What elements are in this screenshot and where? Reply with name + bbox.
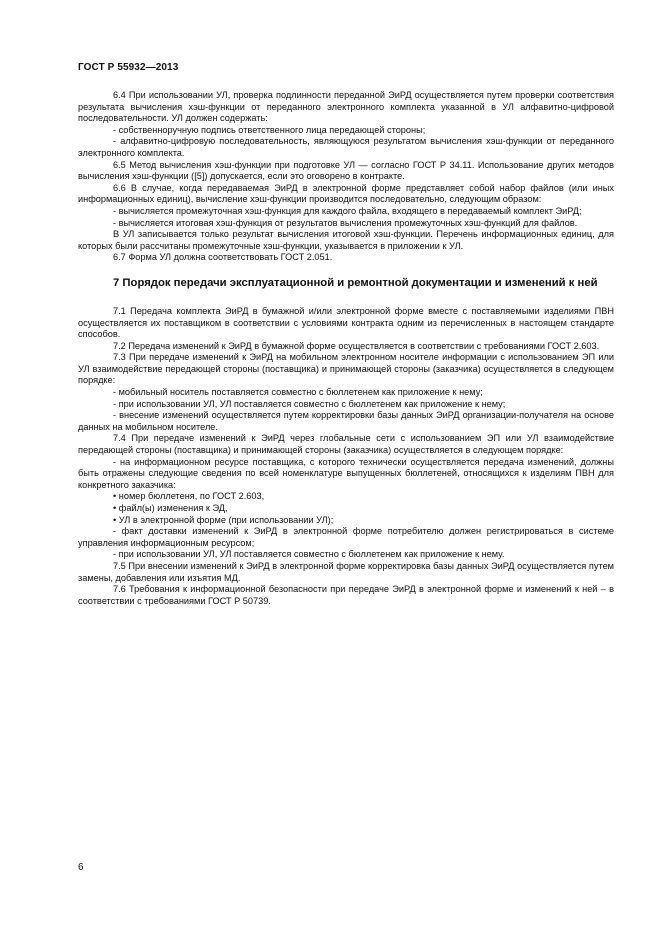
paragraph-6-6: 6.6 В случае, когда передаваемая ЭиРД в электронной форме представляет собой набор файлов (или иных информационных единиц), вычисление хэш-функции производится последовательно, следующим образом: [78,182,614,205]
list-item: - при использовании УЛ, УЛ поставляется совместно с бюллетенем как приложение к нему; [113,398,506,409]
list-item: - собственноручную подпись ответственного лица передающей стороны; [113,124,426,135]
document-body [78,90,614,607]
list-item: - при использовании УЛ, УЛ поставляется совместно с бюллетенем как приложение к нему. [113,549,505,560]
section-7-title: 7 Порядок передачи эксплуатационной и ремонтной документации и изменений к ней [113,276,598,289]
list-item: - вычисляется промежуточная хэш-функция для каждого файла, входящего в передаваемый комплект ЭиРД; [113,205,582,216]
paragraph-7-2: 7.2 Передача изменений к ЭиРД в бумажной форме осуществляется в соответствии с требованиями ГОСТ 2.603. [113,340,600,351]
list-item: - внесение изменений осуществляется путем корректировки базы данных ЭиРД организации-получателя на основе данных на мобильном носителе. [78,410,614,432]
paragraph-ul-note: В УЛ записывается только результат вычисления итоговой хэш-функции. Перечень информационных единиц, для которых были рассчитаны промежуточные хэш-функции, указывается в приложении к УЛ. [78,229,614,251]
list-item: - факт доставки изменений к ЭиРД в электронной форме потребителю должен регистрироваться в системе управления информационным ресурсом; [78,526,614,548]
paragraph-7-4: 7.4 При передаче изменений к ЭиРД через глобальные сети с использованием ЭП или УЛ взаимодействие передающей стороны (поставщика) и принимающей стороны (заказчика) осуществляется в следующем порядке: [78,433,614,456]
bullet-item: • номер бюллетеня, по ГОСТ 2.603, [113,491,265,502]
list-item: - вычисляется итоговая хэш-функция от результатов вычисления промежуточных хэш-функций для файлов. [113,217,578,228]
list-item: - алфавитно-цифровую последовательность, являющуюся результатом вычисления хэш-функции от переданного электронного комплекта. [78,136,614,158]
paragraph-7-1: 7.1 Передача комплекта ЭиРД в бумажной и/или электронной форме вместе с поставляемыми изделиями ПВН осуществляется их поставщиком в соответствии с условиями контракта одним из перечисленных в настоящем стандарте способов. [78,305,614,340]
list-item: - мобильный носитель поставляется совместно с бюллетенем как приложение к нему; [113,387,483,398]
paragraph-7-6: 7.6 Требования к информационной безопасности при передаче ЭиРД в электронной форме и изменений к ней – в соответствии с требованиями ГОСТ Р 50739. [78,584,614,606]
bullet-item: • файл(ы) изменения к ЭД, [113,503,228,513]
paragraph-6-7: 6.7 Форма УЛ должна соответствовать ГОСТ 2.051. [113,252,333,263]
paragraph-7-3: 7.3 При передаче изменений к ЭиРД на мобильном электронном носителе информации с использованием ЭП или УЛ взаимодействие передающей стороны (поставщика) и принимающей стороны (заказчика) осуществляется в следующем порядке: [78,352,614,386]
document-header: ГОСТ Р 55932—2013 [78,62,179,73]
list-item: - на информационном ресурсе поставщика, с которого технически осуществляется передача изменений, должны быть отражены следующие сведения по всей номенклатуре выпущенных бюллетеней, относящихся к изделиям ПВН для конкретного заказчика: [78,456,614,490]
paragraph-7-5: 7.5 При внесении изменений к ЭиРД в электронной форме корректировка базы данных ЭиРД осуществляется путем замены, добавления или изъятия МД. [78,560,614,583]
bullet-item: • УЛ в электронной форме (при использовании УЛ); [113,514,334,525]
paragraph-6-4: 6.4 При использовании УЛ, проверка подлинности переданной ЭиРД осуществляется путем проверки соответствия результата вычисления хэш-функции от переданного электронного комплекта указанной в УЛ алфавитно-цифровой последовательности. УЛ должен содержать: [78,90,614,124]
page-number: 6 [78,862,84,873]
paragraph-6-5: 6.5 Метод вычисления хэш-функции при подготовке УЛ — согласно ГОСТ Р 34.11. Использование других методов вычисления хэш-функции ([5]) допускается, если это оговорено в контракте. [78,159,614,182]
